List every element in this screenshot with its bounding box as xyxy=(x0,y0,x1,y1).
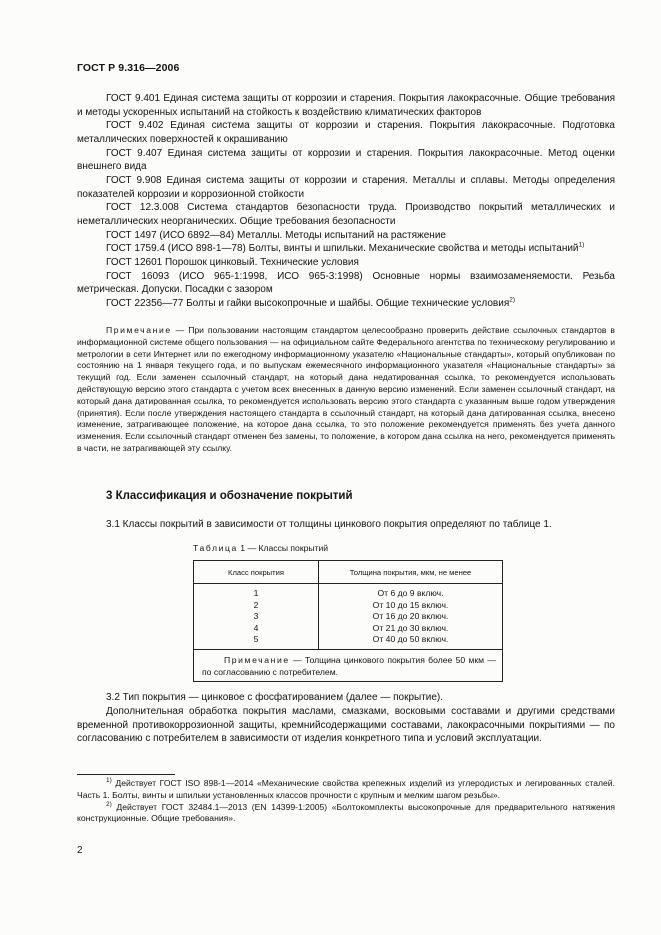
paragraph-3-2: 3.2 Тип покрытия — цинковое с фосфатированием (далее — покрытие). Дополнительная обработка покрытия маслами, смазками, восковыми составами и другими средствами временной противокоррозионной защиты, кремнийсодержащими составами, лакокрасочными покрытиями — по согласованию с потребителем в зависимости от изделия конкретного типа и условий эксплуатации. xyxy=(77,692,615,745)
table-cell: 4 xyxy=(253,622,259,633)
footnote-ref: 1) xyxy=(578,241,585,249)
note-text: — При пользовании настоящим стандартом целесообразно проверить действие ссылочных стандартов в информационной системе общего пользования — на официальном сайте Федерального агентства по техническому регулированию и метрологии в сети Интернет или по ежегодному информационному указателю «Национальные стандарты», который опубликован по состоянию на 1 января текущего года, и по выпускам ежемесячного информационного указателя «Национальные стандарты» за текущий год. Если заменен ссылочный стандарт, на который дана недатированная ссылка, то рекомендуется использовать действующую версию этого стандарта с учетом всех внесенных в данную версию изменений. Если заменен ссылочный стандарт, на который дана датированная ссылка, то рекомендуется использовать версию этого стандарта с указанным выше годом утверждения (принятия). Если после утверждения настоящего стандарта в ссылочный стандарт, на который дана датированная ссылка, внесено изменение, затрагивающее положение, на которое дана ссылка, то это положение рекомендуется применять без учета данного изменения. Если ссылочный стандарт отменен без замены, то положение, в котором дана ссылка на него, рекомендуется применять в части, не затрагивающей эту ссылку. xyxy=(77,325,615,453)
reference-item: ГОСТ 1497 (ИСО 6892—84) Металлы. Методы испытаний на растяжение xyxy=(106,229,446,241)
reference-item: ГОСТ 16093 (ИСО 965-1:1998, ИСО 965-3:1998) Основные нормы взаимозаменяемости. Резьба метрическая. Допуски. Посадки с зазором xyxy=(77,270,615,296)
thickness-values xyxy=(319,584,503,650)
table-cell: От 10 до 15 включ. xyxy=(372,599,449,610)
page-number: 2 xyxy=(77,845,83,856)
footnote-ref: 2) xyxy=(509,296,516,304)
reference-item: ГОСТ 22356—77 Болты и гайки высокопрочные и шайбы. Общие технические условия$^{2)}$ xyxy=(106,296,516,309)
footnotes xyxy=(77,778,615,825)
table-cell: От 21 до 30 включ. xyxy=(372,622,449,633)
col-header-thickness: Толщина покрытия, мкм, не менее xyxy=(319,561,503,584)
paragraph-3-1: 3.1 Классы покрытий в зависимости от толщины цинкового покрытия определяют по таблице 1. xyxy=(106,519,552,530)
note-label: Примечание xyxy=(106,325,172,335)
references-note xyxy=(77,325,615,455)
table-body-row xyxy=(194,584,503,650)
col-header-class: Класс покрытия xyxy=(194,561,319,584)
class-values xyxy=(194,584,319,650)
table-cell: От 6 до 9 включ. xyxy=(377,588,444,598)
reference-item: ГОСТ 12601 Порошок цинковый. Технические условия xyxy=(106,256,359,268)
reference-item: ГОСТ 12.3.008 Система стандартов безопасности труда. Производство покрытий металлических и неметаллических неорганических. Общие требования безопасности xyxy=(77,202,615,227)
table-caption: Таблица 1 — Классы покрытий xyxy=(193,543,329,553)
normative-references xyxy=(77,92,615,311)
reference-item: ГОСТ 9.407 Единая система защиты от коррозии и старения. Покрытия лакокрасочные. Метод оценки внешнего вида xyxy=(77,147,615,173)
table-cell: 1 xyxy=(253,588,259,598)
table-note: Примечание — Толщина цинкового покрытия более 50 мкм — по согласованию с потребителем. xyxy=(194,649,503,681)
table-header-row xyxy=(194,561,503,584)
coating-classes-table xyxy=(193,560,503,682)
footnote-divider xyxy=(77,774,175,775)
reference-item: ГОСТ 9.908 Единая система защиты от коррозии и старения. Металлы и сплавы. Методы определения показателей коррозии и коррозионной стойкости xyxy=(77,174,615,200)
reference-item: ГОСТ 9.401 Единая система защиты от коррозии и старения. Покрытия лакокрасочные. Общие требования и методы ускоренных испытаний на стойкость к воздействию климатических факторов xyxy=(77,93,615,118)
table-cell: От 40 до 50 включ. xyxy=(372,634,449,645)
reference-item: ГОСТ 9.402 Единая система защиты от коррозии и старения. Покрытия лакокрасочные. Подготовка металлических поверхностей к окрашиванию xyxy=(77,120,615,145)
section-heading: 3 Классификация и обозначение покрытий xyxy=(106,490,353,502)
table-cell: 2 xyxy=(253,599,259,610)
table-note-row xyxy=(194,649,503,681)
reference-item: ГОСТ 1759.4 (ИСО 898-1—78) Болты, винты и шпильки. Механические свойства и методы испытаний$^{1)}$ xyxy=(106,241,585,255)
footnote: $^{2)}$ Действует ГОСТ 32484.1—2013 (EN 14399-1:2005) «Болтокомплекты высокопрочные для предварительного натяжения конструкционные. Общие требования». xyxy=(77,800,615,824)
footnote: $^{1)}$ Действует ГОСТ ISO 898-1—2014 «Механические свойства крепежных изделий из углеродистых и легированных сталей. Часть 1. Болты, винты и шпильки установленных классов прочности с крупным и мелким шагом резьбы». xyxy=(77,777,615,800)
table-cell: 5 xyxy=(253,634,259,645)
page-header: ГОСТ Р 9.316—2006 xyxy=(77,62,180,74)
table-cell: 3 xyxy=(253,611,259,622)
table-cell: От 16 до 20 включ. xyxy=(372,611,449,622)
